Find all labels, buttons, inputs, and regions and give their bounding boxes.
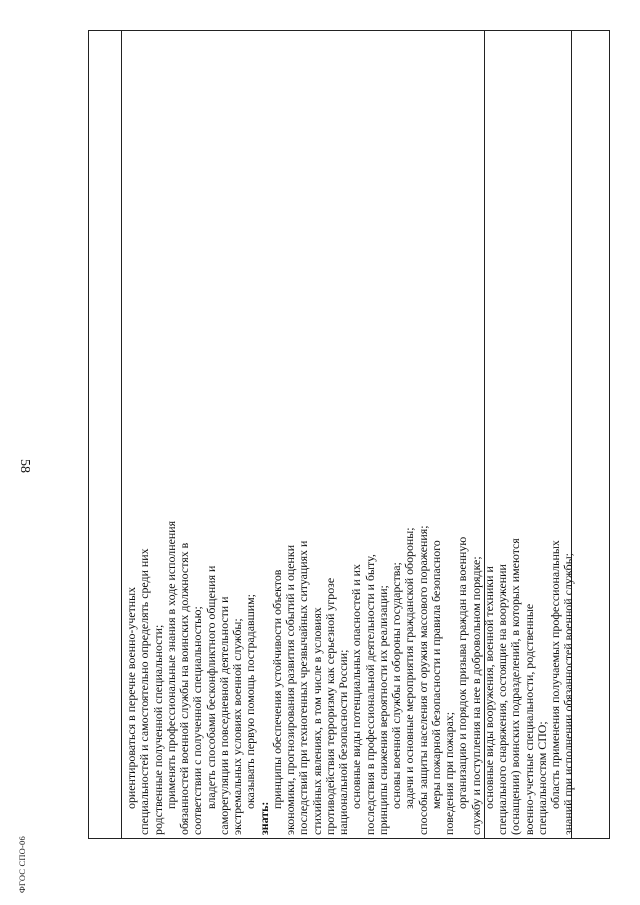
text-line: принципы снижения вероятности их реализации;: [375, 585, 390, 835]
text-line: военно-учетные специальности, родственные: [521, 603, 536, 835]
text-line: основные виды вооружения, военной техники и: [481, 566, 496, 809]
text-line: последствия в профессиональной деятельности и быту,: [362, 554, 377, 835]
text-line: последствий при техногенных чрезвычайных ситуациях и: [296, 540, 311, 835]
text-line: знаний при исполнении обязанностей военной службы;: [561, 553, 576, 835]
text-line: меры пожарной безопасности и правила безопасного: [428, 540, 443, 809]
text-line: специального снаряжения, состоящие на вооружении: [495, 564, 509, 835]
page-number: 58: [17, 459, 32, 473]
text-line: основные виды потенциальных опасностей и их: [349, 564, 364, 809]
text-line: стихийных явлениях, в том числе в условиях: [309, 607, 324, 835]
page-footer: ФГОС СПО-06: [17, 836, 27, 893]
text-line: владеть способами бесконфликтного общения и: [203, 565, 218, 809]
text-line: специальностям СПО;: [534, 721, 549, 835]
text-line: применять профессиональные знания в ходе исполнения: [163, 520, 178, 809]
rotated-table: [88, 30, 610, 839]
text-line: основы военной службы и обороны государства;: [389, 562, 403, 809]
text-line: специальностей и самостоятельно определять среди них: [137, 548, 152, 835]
text-line: (оснащении) воинских подразделений, в которых имеются: [508, 538, 523, 835]
text-line: экстремальных условиях военной службы;: [230, 618, 244, 835]
text-line: способы защиты населения от оружия массового поражения;: [415, 525, 430, 835]
text-line: поведения при пожарах;: [442, 711, 456, 835]
text-line: знать:: [256, 801, 271, 835]
text-line: оказывать первую помощь пострадавшим;: [243, 594, 258, 809]
text-line: принципы обеспечения устойчивости объектов: [269, 569, 284, 809]
text-line: соответствии с полученной специальностью;: [190, 606, 205, 835]
text-line: организацию и порядок призыва граждан на военную: [455, 536, 470, 809]
text-line: экономики, прогнозирования развития событий и оценки: [283, 544, 297, 835]
text-line: обязанностей военной службы на воинских должностях в: [177, 542, 191, 835]
text-line: задачи и основные мероприятия гражданской обороны;: [402, 527, 417, 809]
text-line: национальной безопасности России;: [336, 649, 350, 835]
text-line: родственные полученной специальности;: [150, 624, 165, 835]
competence-text-cell: [120, 30, 576, 839]
text-line: ориентироваться в перечне военно-учетных: [124, 586, 138, 809]
text-line: саморегуляции в повседневной деятельности и: [216, 596, 231, 835]
text-line: службу и поступления на нее в добровольном порядке;: [468, 556, 483, 835]
text-line: область применения получаемых профессиональных: [548, 540, 562, 809]
text-line: противодействия терроризму как серьезной угрозе: [322, 577, 337, 835]
